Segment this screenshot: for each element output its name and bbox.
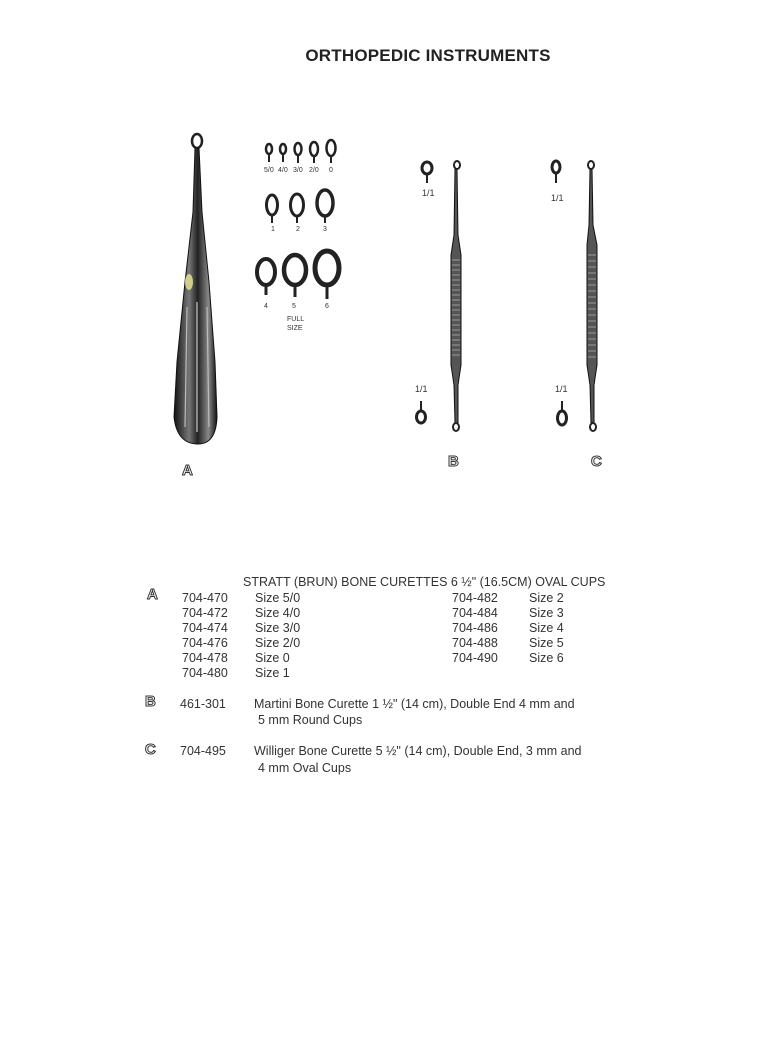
section-c-description: 4 mm Oval Cups bbox=[258, 761, 352, 775]
cup-size-label: 6 bbox=[325, 303, 329, 310]
item-size: Size 4 bbox=[529, 621, 564, 635]
page-title: ORTHOPEDIC INSTRUMENTS bbox=[305, 46, 551, 65]
item-code: 704-470 bbox=[182, 591, 228, 605]
section-c-description: Williger Bone Curette 5 ½" (14 cm), Double End, 3 mm and bbox=[254, 744, 582, 758]
item-size: Size 2/0 bbox=[255, 636, 301, 650]
figure-label-b: B bbox=[448, 453, 459, 470]
cup-sizes-chart bbox=[255, 135, 355, 335]
cup-size-label: 4 bbox=[264, 303, 268, 310]
curette-b-illustration bbox=[412, 155, 472, 440]
item-code: 704-484 bbox=[452, 606, 498, 620]
item-size: Size 5/0 bbox=[255, 591, 301, 605]
section-c-letter: C bbox=[145, 741, 156, 758]
item-code: 704-490 bbox=[452, 651, 498, 665]
cup-size-label: 1 bbox=[271, 226, 275, 233]
section-b-description: 5 mm Round Cups bbox=[258, 713, 363, 727]
cup-size-label: 2/0 bbox=[309, 167, 319, 174]
item-size: Size 3/0 bbox=[255, 621, 301, 635]
item-size: Size 6 bbox=[529, 651, 564, 665]
cup-size-label: 3 bbox=[323, 226, 327, 233]
cup-size-label: 3/0 bbox=[293, 167, 303, 174]
cup-size-label: 5 bbox=[292, 303, 296, 310]
cup-size-label: 2 bbox=[296, 226, 300, 233]
item-code: 704-488 bbox=[452, 636, 498, 650]
section-b-letter: B bbox=[145, 693, 156, 710]
item-size: Size 4/0 bbox=[255, 606, 301, 620]
cup-size-label: 0 bbox=[329, 167, 333, 174]
item-size: Size 5 bbox=[529, 636, 564, 650]
curette-a-illustration bbox=[165, 132, 227, 450]
scale-label: 1/1 bbox=[555, 384, 568, 394]
section-a-letter: A bbox=[147, 586, 158, 603]
section-c-code: 704-495 bbox=[180, 744, 226, 758]
item-size: Size 2 bbox=[529, 591, 564, 605]
item-code: 704-482 bbox=[452, 591, 498, 605]
figure-label-c: C bbox=[591, 453, 602, 470]
cup-size-label: 5/0 bbox=[264, 167, 274, 174]
cup-size-label: 4/0 bbox=[278, 167, 288, 174]
section-a-heading: STRATT (BRUN) BONE CURETTES 6 ½" (16.5CM) OVAL CUPS bbox=[243, 575, 606, 589]
item-code: 704-480 bbox=[182, 666, 228, 680]
item-size: Size 1 bbox=[255, 666, 290, 680]
item-code: 704-476 bbox=[182, 636, 228, 650]
section-b-code: 461-301 bbox=[180, 697, 226, 711]
full-size-label: SIZE bbox=[287, 325, 303, 332]
item-code: 704-472 bbox=[182, 606, 228, 620]
scale-label: 1/1 bbox=[415, 384, 428, 394]
scale-label: 1/1 bbox=[422, 188, 435, 198]
item-size: Size 0 bbox=[255, 651, 290, 665]
section-b-description: Martini Bone Curette 1 ½" (14 cm), Double End 4 mm and bbox=[254, 697, 575, 711]
full-size-label: FULL bbox=[287, 316, 305, 323]
item-code: 704-478 bbox=[182, 651, 228, 665]
item-code: 704-486 bbox=[452, 621, 498, 635]
item-code: 704-474 bbox=[182, 621, 228, 635]
item-size: Size 3 bbox=[529, 606, 564, 620]
figure-label-a: A bbox=[182, 462, 193, 479]
scale-label: 1/1 bbox=[551, 193, 564, 203]
